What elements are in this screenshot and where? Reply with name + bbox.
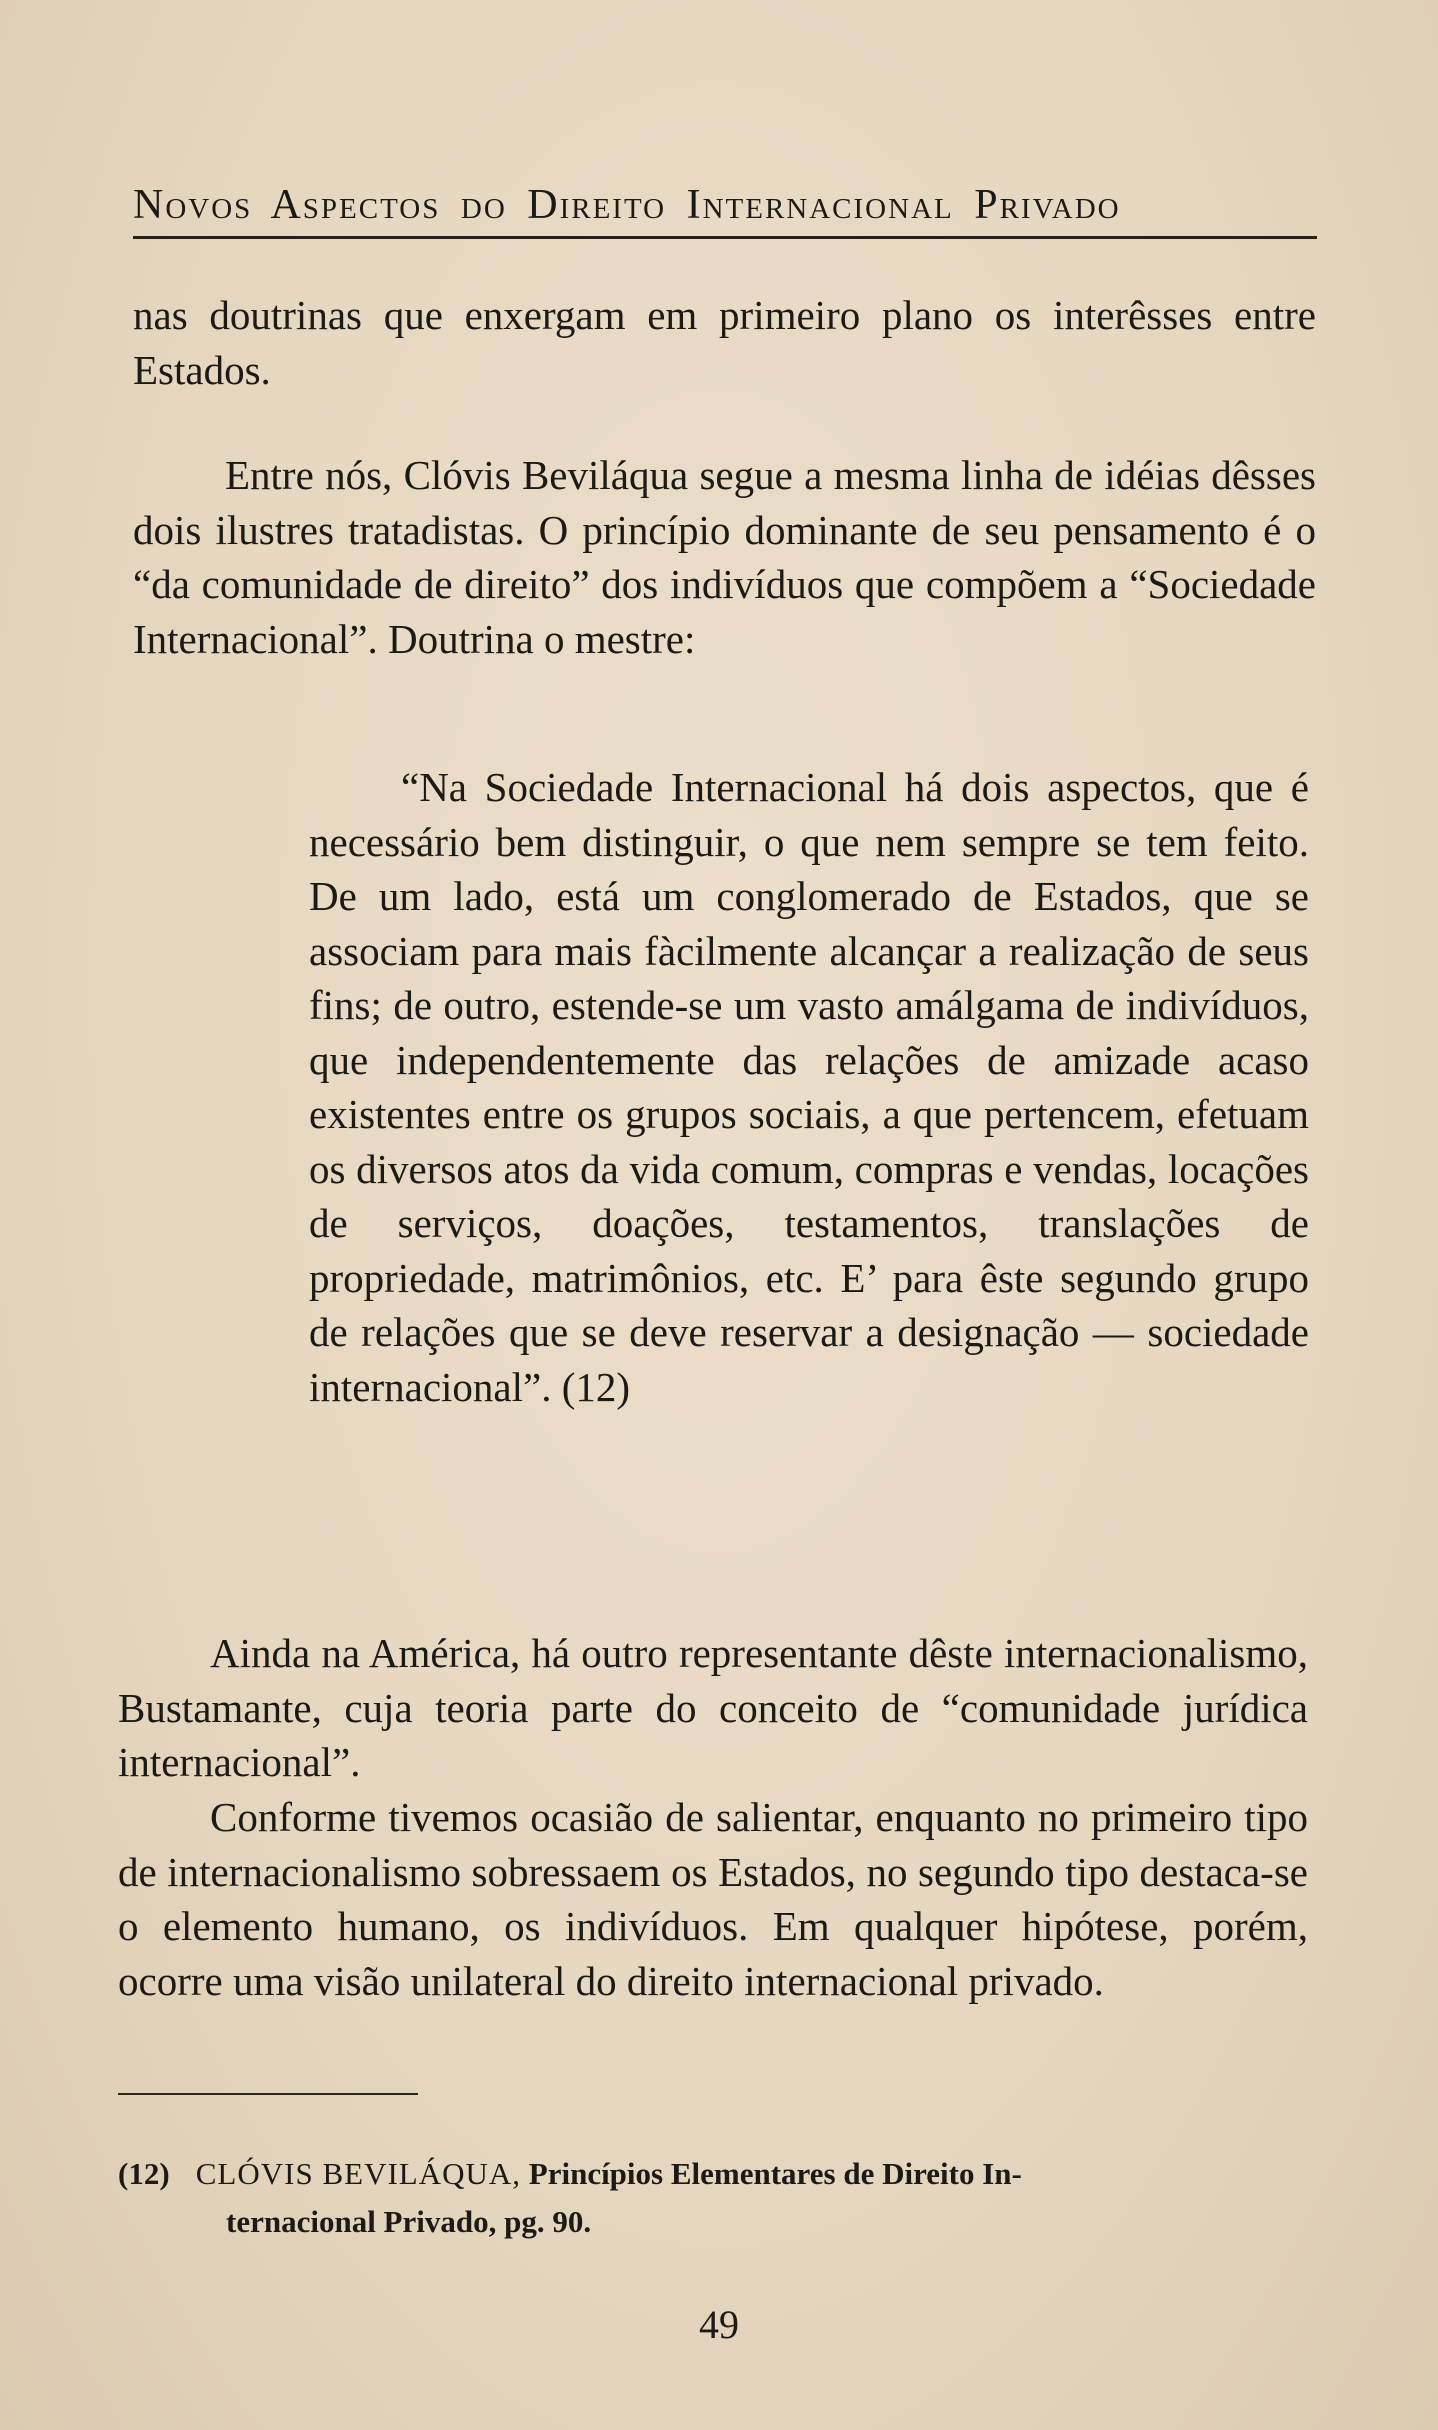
block-quote: “Na Sociedade Internacional há dois aspectos, que é necessário bem distinguir, o que nem sempre se tem feito. De um lado, está um conglomerado de Estados, que se associam para mais fàcilmente alcançar a realização de seus fins; de outro, estende-se um vasto amálgama de indivíduos, que independentemente das relações de amizade acaso existentes entre os grupos sociais, a que pertencem, efetuam os diversos atos da vida comum, compras e vendas, locações de serviços, doações, testamentos, translações de propriedade, matrimônios, etc. E’ para êste segundo grupo de relações que se deve reservar a designação — sociedade internacional”. (12) <box>309 764 1309 1410</box>
footnote-page-ref: pg. 90. <box>504 2204 592 2239</box>
footnote-author: CLÓVIS BEVILÁQUA, <box>195 2156 522 2191</box>
paragraph-4: Conforme tivemos ocasião de salientar, enquanto no primeiro tipo de internacionalismo sobressaem os Estados, no segundo tipo destaca-se o elemento humano, os indivíduos. Em qualquer hipótese, porém, ocorre uma visão unilateral do direito internacional privado. <box>118 1794 1308 2004</box>
running-head: Novos Aspectos do Direito Internacional Privado <box>133 180 1317 239</box>
paragraph-1: nas doutrinas que enxergam em primeiro plano os interêsses entre Estados. <box>133 292 1316 393</box>
paragraph-3: Ainda na América, há outro representante dêste internacionalismo, Bustamante, cuja teoria parte do conceito de “comunidade jurídica internacional”. <box>118 1630 1308 1785</box>
footnote-title-line2: ternacional Privado, <box>226 2204 497 2239</box>
footnote-marker: (12) <box>118 2156 170 2191</box>
footnote-divider <box>118 2093 418 2095</box>
footnote <box>118 2150 1308 2246</box>
paragraph-2: Entre nós, Clóvis Beviláqua segue a mesma linha de idéias dêsses dois ilustres tratadistas. O princípio dominante de seu pensamento é o “da comunidade de direito” dos indivíduos que compõem a “Sociedade Internacional”. Doutrina o mestre: <box>133 452 1316 662</box>
footnote-title-line1: Princípios Elementares de Direito In- <box>528 2156 1022 2191</box>
page-number: 49 <box>699 2302 739 2347</box>
